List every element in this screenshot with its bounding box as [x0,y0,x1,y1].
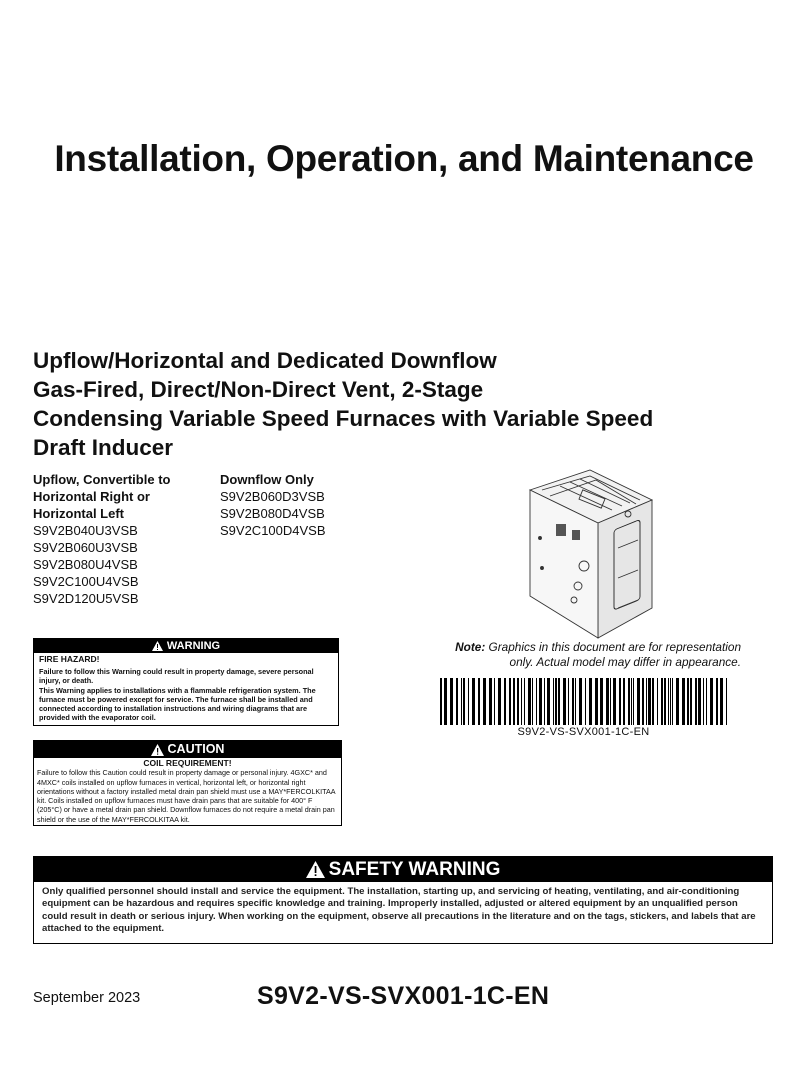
barcode-bar [498,678,501,725]
barcode-bar [572,678,574,725]
barcode-bar [563,678,566,725]
warning-header-text: WARNING [166,640,221,652]
barcode-bar [610,678,611,725]
barcode-bar [461,678,462,725]
barcode-bar [539,678,542,725]
barcode-bar [668,678,669,725]
subtitle-line: Draft Inducer [33,435,174,460]
barcode-bar [478,678,480,725]
upflow-heading-line: Horizontal Right or [33,489,150,504]
barcode-bar [710,678,713,725]
barcode-bar [628,678,630,725]
barcode-bar [472,678,475,725]
barcode-bar [489,678,492,725]
model-number: S9V2B080U4VSB [33,557,138,572]
warning-body [34,653,338,724]
caution-title: COIL REQUIREMENT! [143,758,232,768]
barcode-bar [633,678,634,725]
barcode-bar [444,678,447,725]
caution-body [34,758,341,825]
note-text: Graphics in this document are for representation [488,640,741,654]
barcode-bar [504,678,506,725]
barcode-bar [606,678,609,725]
warning-triangle-icon [152,641,163,651]
barcode-bar [568,678,569,725]
barcode-bar [637,678,640,725]
barcode-bar [536,678,537,725]
caution-header [34,741,341,758]
warning-paragraph: This Warning applies to installations with a flammable refrigeration system. The furnace must be powered except for service. The furnace shall be installed and connected according to installation instructions and wiring diagrams that are provided with the evaporator coil. [39,685,316,723]
caution-text: Failure to follow this Caution could result in property damage or personal injury. 4GXC* and 4MXC* coils installed on upflow furnaces in vertical, horizontal left, or horizontal right orientations without a factory installed metal drain pan shield must use a MAY*FERCOLKITAA kit. Coils installed on upflow furnaces must have drain pans that are suitable for 400° F (205°C) or have a metal drain pan shield. Downflow furnaces do not require a metal drain pan shield or the use of the MAY*FERCOLKITAA kit. [37,768,336,824]
safety-triangle-icon [306,861,325,878]
barcode-bar [544,678,545,725]
model-number: S9V2B060D3VSB [220,489,325,504]
barcode-bar [676,678,679,725]
barcode-bar [521,678,522,725]
barcode-bar [720,678,723,725]
upflow-heading-line: Upflow, Convertible to [33,472,171,487]
warning-paragraph: Failure to follow this Warning could result in property damage, severe personal injury, or death. [39,667,314,686]
barcode-bar [468,678,469,725]
barcode-bar [664,678,666,725]
barcode-bar [690,678,692,725]
barcode-bar [670,678,671,725]
barcode-bar [619,678,621,725]
barcode-bar [703,678,704,725]
barcode-bar [532,678,533,725]
barcode-bar [513,678,515,725]
model-number: S9V2B040U3VSB [33,523,138,538]
model-number: S9V2B080D4VSB [220,506,325,521]
barcode [440,678,727,732]
barcode-bar [652,678,654,725]
barcode-bar [494,678,495,725]
barcode-bar [646,678,647,725]
subtitle-line: Condensing Variable Speed Furnaces with Variable Speed [33,406,654,431]
barcode-bar [483,678,486,725]
barcode-text: S9V2-VS-SVX001-1C-EN [517,726,650,738]
barcode-bar [613,678,616,725]
caution-triangle-icon [151,744,164,756]
model-number: S9V2C100D4VSB [220,523,326,538]
barcode-bar [600,678,603,725]
note-line: only. Actual model may differ in appearance. [509,655,741,669]
safety-header-text: SAFETY WARNING [328,859,501,880]
upflow-models-list [33,471,213,607]
barcode-bar [579,678,582,725]
caution-box [33,740,342,826]
barcode-bar [456,678,458,725]
document-title: Installation, Operation, and Maintenance [54,138,754,179]
warning-title: FIRE HAZARD! [39,654,100,664]
upflow-heading-line: Horizontal Left [33,506,124,521]
barcode-bar [555,678,557,725]
barcode-bar [575,678,576,725]
barcode-bar [695,678,697,725]
safety-header [34,857,772,882]
publication-date: September 2023 [33,990,141,1006]
barcode-bar [463,678,465,725]
barcode-bar [585,678,586,725]
product-subtitle [33,346,773,462]
barcode-bar [623,678,625,725]
model-number: S9V2D120U5VSB [33,591,139,606]
barcode-bar [648,678,651,725]
model-number: S9V2C100U4VSB [33,574,139,589]
barcode-bar [524,678,525,725]
downflow-models-list [220,471,380,539]
barcode-bar [657,678,658,725]
barcode-bar [726,678,727,725]
subtitle-line: Gas-Fired, Direct/Non-Direct Vent, 2-Stage [33,377,484,402]
barcode-bar [706,678,707,725]
barcode-bar [528,678,531,725]
note-line [425,640,741,655]
subtitle-line: Upflow/Horizontal and Dedicated Downflow [33,348,497,373]
barcode-bar [589,678,592,725]
model-number: S9V2B060U3VSB [33,540,138,555]
barcode-bar [517,678,519,725]
barcode-bar [509,678,511,725]
graphics-note [425,640,741,670]
barcode-bar [687,678,689,725]
barcode-bar [547,678,550,725]
downflow-heading: Downflow Only [220,472,314,487]
barcode-bar [672,678,673,725]
barcode-bar [698,678,701,725]
safety-text: Only qualified personnel should install and service the equipment. The installation, starting up, and servicing of heating, ventilating, and air-conditioning equipment can be hazardous and requires specific knowledge and training. Improperly installed, adjusted or altered equipment by an unqualified person could result in death or serious injury. When working on the equipment, observe all precautions in the literature and on the tags, stickers, and labels that are attached to the equipment. [42,886,756,934]
barcode-bar [553,678,554,725]
furnace-illustration [520,468,660,640]
note-label: Note: [455,640,486,654]
barcode-bar [631,678,632,725]
warning-header [34,639,338,653]
document-number: S9V2-VS-SVX001-1C-EN [257,982,550,1010]
barcode-bar [595,678,598,725]
barcode-bar [682,678,685,725]
barcode-bar [558,678,560,725]
barcode-bar [642,678,644,725]
barcode-bar [440,678,442,725]
barcode-bar [450,678,453,725]
safety-warning-box [33,856,773,944]
barcode-bar [661,678,663,725]
caution-header-text: CAUTION [167,742,225,756]
warning-box [33,638,339,726]
barcode-bar [716,678,718,725]
